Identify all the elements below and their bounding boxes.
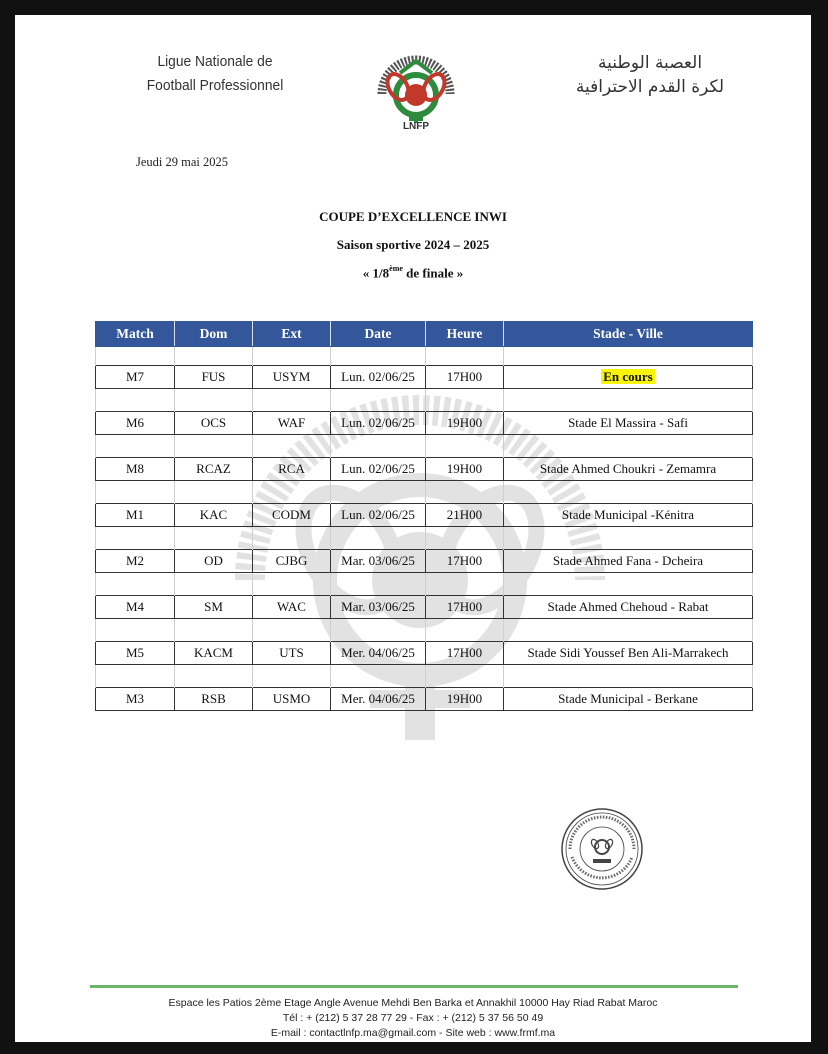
cell-ext: RCA [253,458,331,481]
cell-dom: KACM [175,642,253,665]
cell-ext: USMO [253,688,331,711]
table-header-row [96,322,753,347]
match-schedule-table [95,321,753,711]
cell-match: M8 [96,458,175,481]
col-header-stade-ville: Stade - Ville [504,322,753,347]
competition-title: COUPE D’EXCELLENCE INWI [319,209,507,224]
cell-date: Mer. 04/06/25 [331,688,426,711]
table-row [96,550,753,573]
status-badge: En cours [603,369,653,384]
col-header-match: Match [96,322,175,347]
cell-date: Lun. 02/06/25 [331,366,426,389]
footer-contact: E-mail : contactlnfp.ma@gmail.com - Site web : www.frmf.ma [270,1027,556,1039]
cell-dom: OCS [175,412,253,435]
season-title: Saison sportive 2024 – 2025 [336,237,490,252]
col-header-heure: Heure [426,322,504,347]
cell-match: M1 [96,504,175,527]
cell-date: Lun. 02/06/25 [331,458,426,481]
document-page [15,15,811,1042]
cell-date: Lun. 02/06/25 [331,412,426,435]
cell-ext: CODM [253,504,331,527]
league-name-fr [118,50,311,98]
round-title-close: de finale » [402,265,464,281]
league-name-ar-line2: لكرة القدم الاحترافية [575,77,725,97]
cell-match: M2 [96,550,175,573]
table-row [96,688,753,711]
table-row [96,458,753,481]
cell-stade: Stade Ahmed Fana - Dcheira [504,550,753,573]
col-header-dom: Dom [175,322,253,347]
cell-ext: WAC [253,596,331,619]
cell-heure: 21H00 [426,504,504,527]
cell-dom: OD [175,550,253,573]
table-spacer-row [96,389,753,412]
table-spacer-row [96,435,753,458]
cell-stade: Stade Ahmed Choukri - Zemamra [504,458,753,481]
league-name-ar-line1: العصبة الوطنية [597,53,703,73]
cell-match: M4 [96,596,175,619]
cell-date: Mar. 03/06/25 [331,596,426,619]
cell-ext: USYM [253,366,331,389]
league-name-fr-line1: Ligue Nationale de [157,53,273,70]
table-spacer-row [96,481,753,504]
footer-phone: Tél : + (212) 5 37 28 77 29 - Fax : + (212) 5 37 56 50 49 [282,1012,544,1024]
cell-heure: 17H00 [426,550,504,573]
cell-match: M3 [96,688,175,711]
table-row [96,366,753,389]
table-row [96,642,753,665]
cell-heure: 17H00 [426,366,504,389]
cell-date: Mar. 03/06/25 [331,550,426,573]
cell-date: Mer. 04/06/25 [331,642,426,665]
cell-stade: Stade Municipal - Berkane [504,688,753,711]
cell-heure: 19H00 [426,688,504,711]
round-title [15,265,811,281]
cell-stade: Stade Sidi Youssef Ben Ali-Marrakech [504,642,753,665]
cell-heure: 17H00 [426,642,504,665]
cell-match: M7 [96,366,175,389]
cell-dom: KAC [175,504,253,527]
cell-heure: 19H00 [426,412,504,435]
footer-address: Espace les Patios 2ème Etage Angle Avenue Mehdi Ben Barka et Annakhil 10000 Hay Riad Rabat Maroc [168,997,658,1009]
official-stamp-icon [560,807,644,891]
cell-dom: RCAZ [175,458,253,481]
col-header-ext: Ext [253,322,331,347]
cell-date: Lun. 02/06/25 [331,504,426,527]
cell-stade: Stade Ahmed Chehoud - Rabat [504,596,753,619]
col-header-date: Date [331,322,426,347]
footer-divider [90,985,738,988]
table-row [96,412,753,435]
table-row [96,504,753,527]
cell-ext: CJBG [253,550,331,573]
cell-dom: SM [175,596,253,619]
cell-stade: Stade El Massira - Safi [504,412,753,435]
document-date: Jeudi 29 mai 2025 [136,155,229,169]
cell-ext: UTS [253,642,331,665]
cell-ext: WAF [253,412,331,435]
round-title-open: « 1/8 [362,265,390,281]
cell-dom: FUS [175,366,253,389]
table-spacer-row [96,665,753,688]
cell-stade [504,366,753,389]
round-title-sup: ème [389,264,403,273]
league-name-fr-line2: Football Professionnel [146,77,284,94]
cell-match: M6 [96,412,175,435]
table-spacer-row [96,573,753,596]
cell-dom: RSB [175,688,253,711]
table-spacer-row [96,619,753,642]
table-row [96,596,753,619]
cell-heure: 17H00 [426,596,504,619]
table-spacer-row [96,347,753,366]
lnfp-logo-text: LNFP [402,121,430,132]
table-spacer-row [96,527,753,550]
cell-stade: Stade Municipal -Kénitra [504,504,753,527]
league-name-ar [550,51,750,99]
cell-heure: 19H00 [426,458,504,481]
cell-match: M5 [96,642,175,665]
